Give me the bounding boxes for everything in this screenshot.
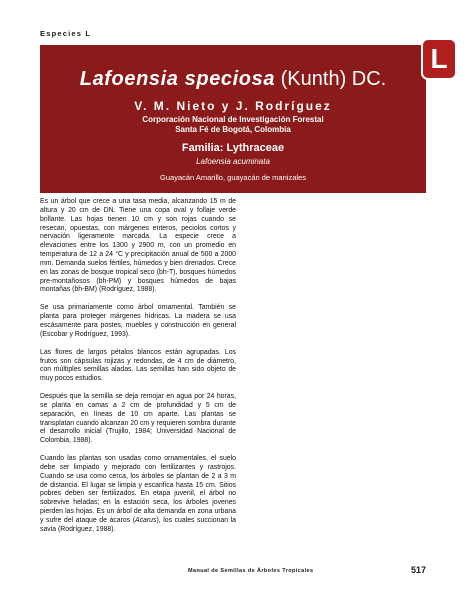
pest-genus: Acarus bbox=[135, 517, 157, 524]
location: Santa Fé de Bogotá, Colombia bbox=[175, 125, 291, 134]
authors: V. M. Nieto y J. Rodríguez bbox=[134, 99, 332, 113]
paragraph-planting-text-a: Cuando las plantas son usadas como ornamentales, el suelo debe ser limpiado y mejorado con fertilizantes y rastrojos. Cuando se usa como cerca, los árboles se plantan de 2 a 3 m de distancia. El lugar se limpia y escarifica hasta 15 cm. Sitios pobres deben ser fertilizados. En etapa juvenil, el árbol no sobrevive heladas; en la estación seca, los árboles jovenes pierden las hojas. Es un árbol de alta demanda en zona urbana y sufre del ataque de ácaros ( bbox=[40, 455, 236, 524]
paragraph-planting bbox=[40, 455, 236, 535]
paragraph-flowers-fruits: Las flores de largos pétalos blancos están agrupadas. Los frutos son cápsulas rojizas y redondas, de 4 cm de diámetro, con múltiples semillas aladas. Las semillas han sido objeto de muy pocos estudios. bbox=[40, 348, 236, 383]
footer-title: Manual de Semillas de Árboles Tropicales bbox=[188, 568, 314, 574]
synonym: Lafoensia acuminata bbox=[196, 157, 270, 166]
paragraph-uses: Se usa primariamente como árbol ornamental. También se planta para proteger márgenes hídricas. La madera se usa escásamente para postes, muebles y construcción en general (Escobar y Rodríguez, 1993). bbox=[40, 304, 236, 338]
paragraph-planting-text-b: ), los cuales succionan la savia (Rodríguez, 1988). bbox=[40, 517, 236, 533]
family-name: Familia: Lythraceae bbox=[181, 142, 285, 154]
common-names: Guayacán Amarillo, guayacán de manizales bbox=[160, 173, 306, 182]
species-title bbox=[40, 67, 426, 91]
body-text-column bbox=[40, 198, 236, 535]
author-citation: (Kunth) DC. bbox=[280, 68, 387, 90]
page-number: 517 bbox=[411, 565, 427, 575]
paragraph-description: Es un árbol que crece a una tasa media, alcanzando 15 m de altura y 20 cm de DN. Tiene una copa oval y follaje verde brillante. Las hojas tienen 10 cm y son rojas cuando se resecan, opuestas, con márgenes enteros, peciolos cortos y nervación ligeramente marcada. La especie crece a elevaciones entre los 1300 y 2900 m, con un promedio en temperatura de 12 a 24 °C y precipitación anual de 500 a 2000 mm. Demanda suelos fértiles, húmedos y bien drenados. Crece en las zonas de bosque tropical seco (bh-T), bosques húmedos pre-montañosos (bh-PM) y bosques húmedos de bajas montañas (bh-BM) (Rodríguez, 1988). bbox=[40, 198, 236, 294]
scientific-name: Lafoensia speciosa bbox=[79, 68, 276, 90]
section-label: Especies L bbox=[40, 29, 92, 38]
species-header-band bbox=[40, 45, 426, 193]
institution: Corporación Nacional de Investigación Forestal bbox=[142, 115, 324, 124]
section-letter-tab: L bbox=[421, 38, 457, 80]
paragraph-propagation: Después que la semilla se deja remojar en agua por 24 horas, se planta en camas a 2 cm de profundidad y 5 cm de separación, en líneas de 10 cm aparte. Las plantas se transplatan cuando alcanzan 20 cm y requieren sombra durante el desarrollo inicial (Trujillo, 1984; Universidad Nacional de Colombia, 1988). bbox=[40, 393, 236, 445]
